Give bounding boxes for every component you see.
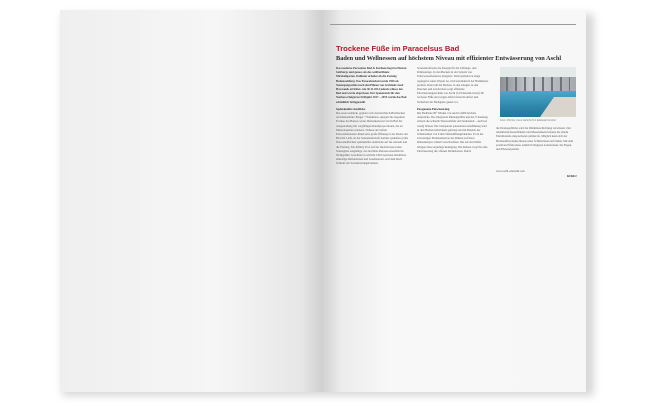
column-2-body: Sonnenkraftwerk die Energie für die Lüftungs- und Klimaanlage. In den Becken ist ein System von Unterwasserkameras integriert. Wenn jemand zu lange regungslos unter Wasser ist, wird automatisch der Badmeister gerufen. Rund um die Becken, in den Gängen zu den Duschen und Garderoben sorgt effiziente Entwässerungstechnik von Aschl (14 Edelstahl-Gitter) für trockene Füße und sorgen dafür Gästen Komfort und Sicherheit der Badegäste gehen vor. [417, 66, 489, 104]
photo-caption: Foto: ASCHL, bene bahnhof 14 Edelstahl GmbH [500, 119, 556, 122]
page-code: KI360/2 [567, 175, 577, 178]
column-3 [496, 126, 574, 151]
article-title: Trockene Füße im Paracelsus Bad [336, 44, 460, 53]
company-url: www.aschl-edelstahl.com [496, 170, 525, 173]
header-rule [330, 24, 576, 25]
article-lead: Das moderne Paracelsus Bad & Kurhaus liegt im Herzen Salzburgs und genoss als das weltberühmte Mirabellgarten. Dahinter arbeitet als die Festung Hohensalzburg. Das Paracelsusbad wurde 1956 als Neuzugangsstätte nach den Plänen von Architekt Josef Hawranek errichtet. Am 30.11.2014 jedoch schloss das Bad und wurde abgerissen. Der Spatenstich für den Neubau erfolgte im Frühjahr 2017 – 2019 wurde das Bad schließlich fertiggestellt. [336, 66, 407, 104]
column-2 [417, 66, 489, 153]
article-subtitle: Baden und Wellnessen auf höchstem Niveau mit effizienter Entwässerung von Aschl [336, 55, 562, 62]
column-2-body-2: Die Badrinne 90° Winkel von Aschl erfüllt höchste Ansprüche. Das integrierte Rinnengefälle und die V-Kantung sichern die schnelle Wasserabfuhr und Sauberkeit – auch bei wenig Wasser. Die transparent patentierten Ausführung wird in drei Breiten individuell gefertigt und im Bereich der Schiebetüren von 6 mm Stufenlüftungsblenden. Trotz der schwierigen Einbausituation der Rinnen auf ihren Rinnenkörper schnell verschweißen. Die auf drei Maße bringen diese ergiebige Reinigung. Die Rinnen sorgt für eine Entwässerung der offenen Dichtebenen. Durch [417, 111, 488, 153]
column-1-heading: Spektakuläre Ausblicke [336, 106, 366, 111]
pool-photo [500, 67, 576, 117]
column-2-heading: Passgenaue Entwässerung [417, 106, 450, 111]
left-page [60, 10, 323, 392]
column-1 [336, 66, 408, 271]
column-3-body: die Drainagefläche wird die Dämmbeschichtung verwässert. Der umlaufende Kieselbänder und Mauerankern können die einem Eintrittsstufe entsprechend optimal ab. Möglich kann sich der Bodenaufbau keine hinaus unter Schlitzrinnen auf bilden. Mit dem positiven Effekt einer erheblich längeren Lebensdauer des Fugen- und Fliesensystems. [496, 126, 574, 152]
column-1-body: Das neue Gebäude, geplant vom österreichisch-Bremischen Architektenbüro Berger + Parkkinen, spiegelt die eleganten Formen des Hauses wider. Bemerkenswert ist im Bad die Ausgestaltung mit sorgfältigen Raumproportionen, die an Mineralquellen erinnern. Nahezu der befreit Panoramafenstern Raum eine große Öffnung in der Decke das Bad mit Licht. In der Saunalandschaft darüber genießen große Panoramaflächen spektakuläre Ausblicke auf die Altstadt und die Festung. Ein Infinity Pool auf der Dachterrasse laden Saunagäste ausgiebige, das herrliche Relaxen ebenfalls im Wohlgefühl. Geschützt in schlicht LED-Leuchten installierte einmalige Reflektionen und Lesematerial. Auf dem Dach befindet ein Sonnenrettungsbrunnen. [336, 111, 408, 166]
